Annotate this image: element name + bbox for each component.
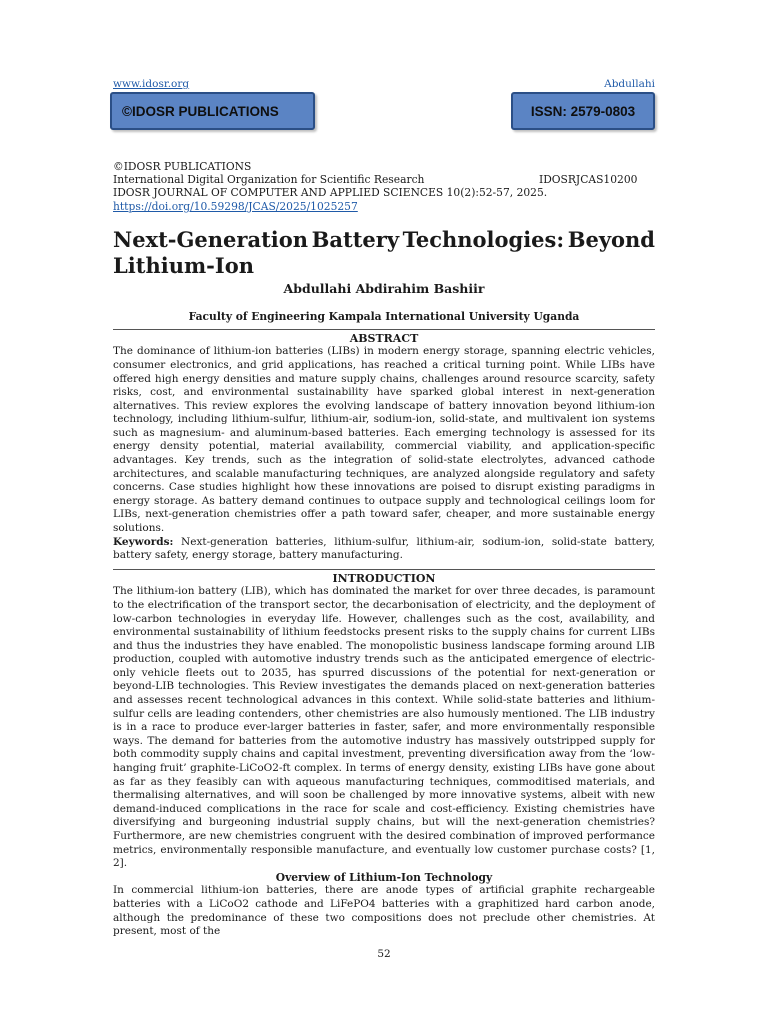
title-word: Beyond — [567, 226, 655, 252]
doi-link[interactable]: https://doi.org/10.59298/JCAS/2025/1025257 — [113, 199, 358, 213]
article-code: IDOSRJCAS10200 — [539, 173, 638, 187]
page-number: 52 — [377, 948, 391, 960]
author-name: Abdullahi Abdirahim Bashiir — [283, 280, 485, 296]
divider — [113, 329, 655, 330]
introduction-text: The lithium-ion battery (LIB), which has dominated the market for over three decades, is paramount to the electrification of the transport sector, the decarbonisation of electricity, and the deployment of low-carbon technologies in everyday life. However, challenges such as the cost, availability, and environmental sustainability of lithium feedstocks present risks to the supply chains for current LIBs and thus the industries they have enabled. The monopolistic business landscape forming around LIB production, coupled with automotive industry trends such as the anticipated emergence of electric-only vehicle fleets out to 2035, has spurred discussions of the potential for next-generation or beyond-LIB technologies. This Review investigates the demands placed on next-generation batteries and assesses recent technological advances in this context. While solid-state batteries and lithium-sulfur cells are leading contenders, other chemistries are also humously mentioned. The LIB industry is in a race to produce ever-larger batteries in faster, safer, and more environmentally responsible ways. The demand for batteries from the automotive industry has massively outstripped supply for both commodity supply chains and capital investment, preventing diversification away from the ‘low-hanging fruit’ graphite-LiCoO2-ft complex. In terms of energy density, existing LIBs have gone about as far as they feasibly can with aqueous manufacturing techniques, commoditised materials, and thermalising alternatives, and will soon be challenged by more innovative systems, albeit with new demand-induced complications in the race for scale and cost-efficiency. Existing chemistries have diversifying and burgeoning industrial supply chains, but will the next-generation chemistries? Furthermore, are new chemistries congruent with the desired combination of improved performance metrics, environmentally responsible manufacture, and eventually low customer purchase costs? [1, 2]. — [113, 585, 655, 870]
publisher-badge: ©IDOSR PUBLICATIONS — [110, 92, 315, 130]
abstract-text: The dominance of lithium-ion batteries (LIBs) in modern energy storage, spanning electric vehicles, consumer electronics, and grid applications, has reached a critical turning point. While LIBs have offered high energy densities and mature supply chains, challenges around resource scarcity, safety risks, cost, and environmental sustainability have sparked global interest in next-generation alternatives. This review explores the evolving landscape of battery innovation beyond lithium-ion technology, including lithium-sulfur, lithium-air, sodium-ion, solid-state, and multivalent ion systems such as magnesium- and aluminum-based batteries. Each emerging technology is assessed for its energy density potential, material availability, commercial viability, and application-specific advantages. Key trends, such as the integration of solid-state electrolytes, advanced cathode architectures, and scalable manufacturing techniques, are analyzed alongside regulatory and safety concerns. Case studies highlight how these innovations are poised to disrupt existing paradigms in energy storage. As battery demand continues to outpace supply and technological ceilings loom for LIBs, next-generation chemistries offer a path toward safer, cheaper, and more sustainable energy solutions. — [113, 345, 655, 535]
website-link[interactable]: www.idosr.org — [113, 78, 190, 90]
title-word: Technologies: — [402, 226, 565, 252]
publication-info — [113, 160, 655, 213]
organization-name: International Digital Organization for Scientific Research — [113, 173, 425, 187]
abstract-heading: ABSTRACT — [349, 331, 419, 345]
title-line-1 — [113, 227, 655, 253]
journal-citation: IDOSR JOURNAL OF COMPUTER AND APPLIED SCIENCES 10(2):52-57, 2025. — [113, 186, 548, 200]
issn-badge: ISSN: 2579-0803 — [511, 92, 655, 130]
divider — [113, 569, 655, 570]
pubinfo-line1: ©IDOSR PUBLICATIONS — [113, 160, 252, 173]
paper-page — [113, 78, 655, 939]
overview-text: In commercial lithium-ion batteries, there are anode types of artificial graphite rechargeable batteries with a LiCoO2 cathode and LiFePO4 batteries with a graphitized hard carbon anode, although the predominance of these two compositions does not preclude other chemistries. At present, most of the — [113, 884, 655, 938]
title-word: Next-Generation — [113, 226, 309, 252]
pubinfo-line2 — [113, 173, 655, 186]
running-header — [113, 78, 655, 90]
keywords — [113, 536, 655, 563]
paper-title — [113, 227, 655, 279]
introduction-heading: INTRODUCTION — [332, 571, 436, 585]
author-affiliation: Faculty of Engineering Kampala International University Uganda — [188, 309, 580, 323]
running-author: Abdullahi — [604, 78, 655, 90]
overview-heading: Overview of Lithium-Ion Technology — [275, 870, 493, 884]
title-word: Battery — [311, 226, 400, 252]
keywords-label: Keywords: — [113, 535, 174, 548]
header-badges — [113, 92, 655, 136]
keywords-list: Next-generation batteries, lithium-sulfur, lithium-air, sodium-ion, solid-state battery, battery safety, energy storage, battery manufacturing. — [113, 535, 655, 562]
title-line-2: Lithium-Ion — [113, 252, 254, 278]
